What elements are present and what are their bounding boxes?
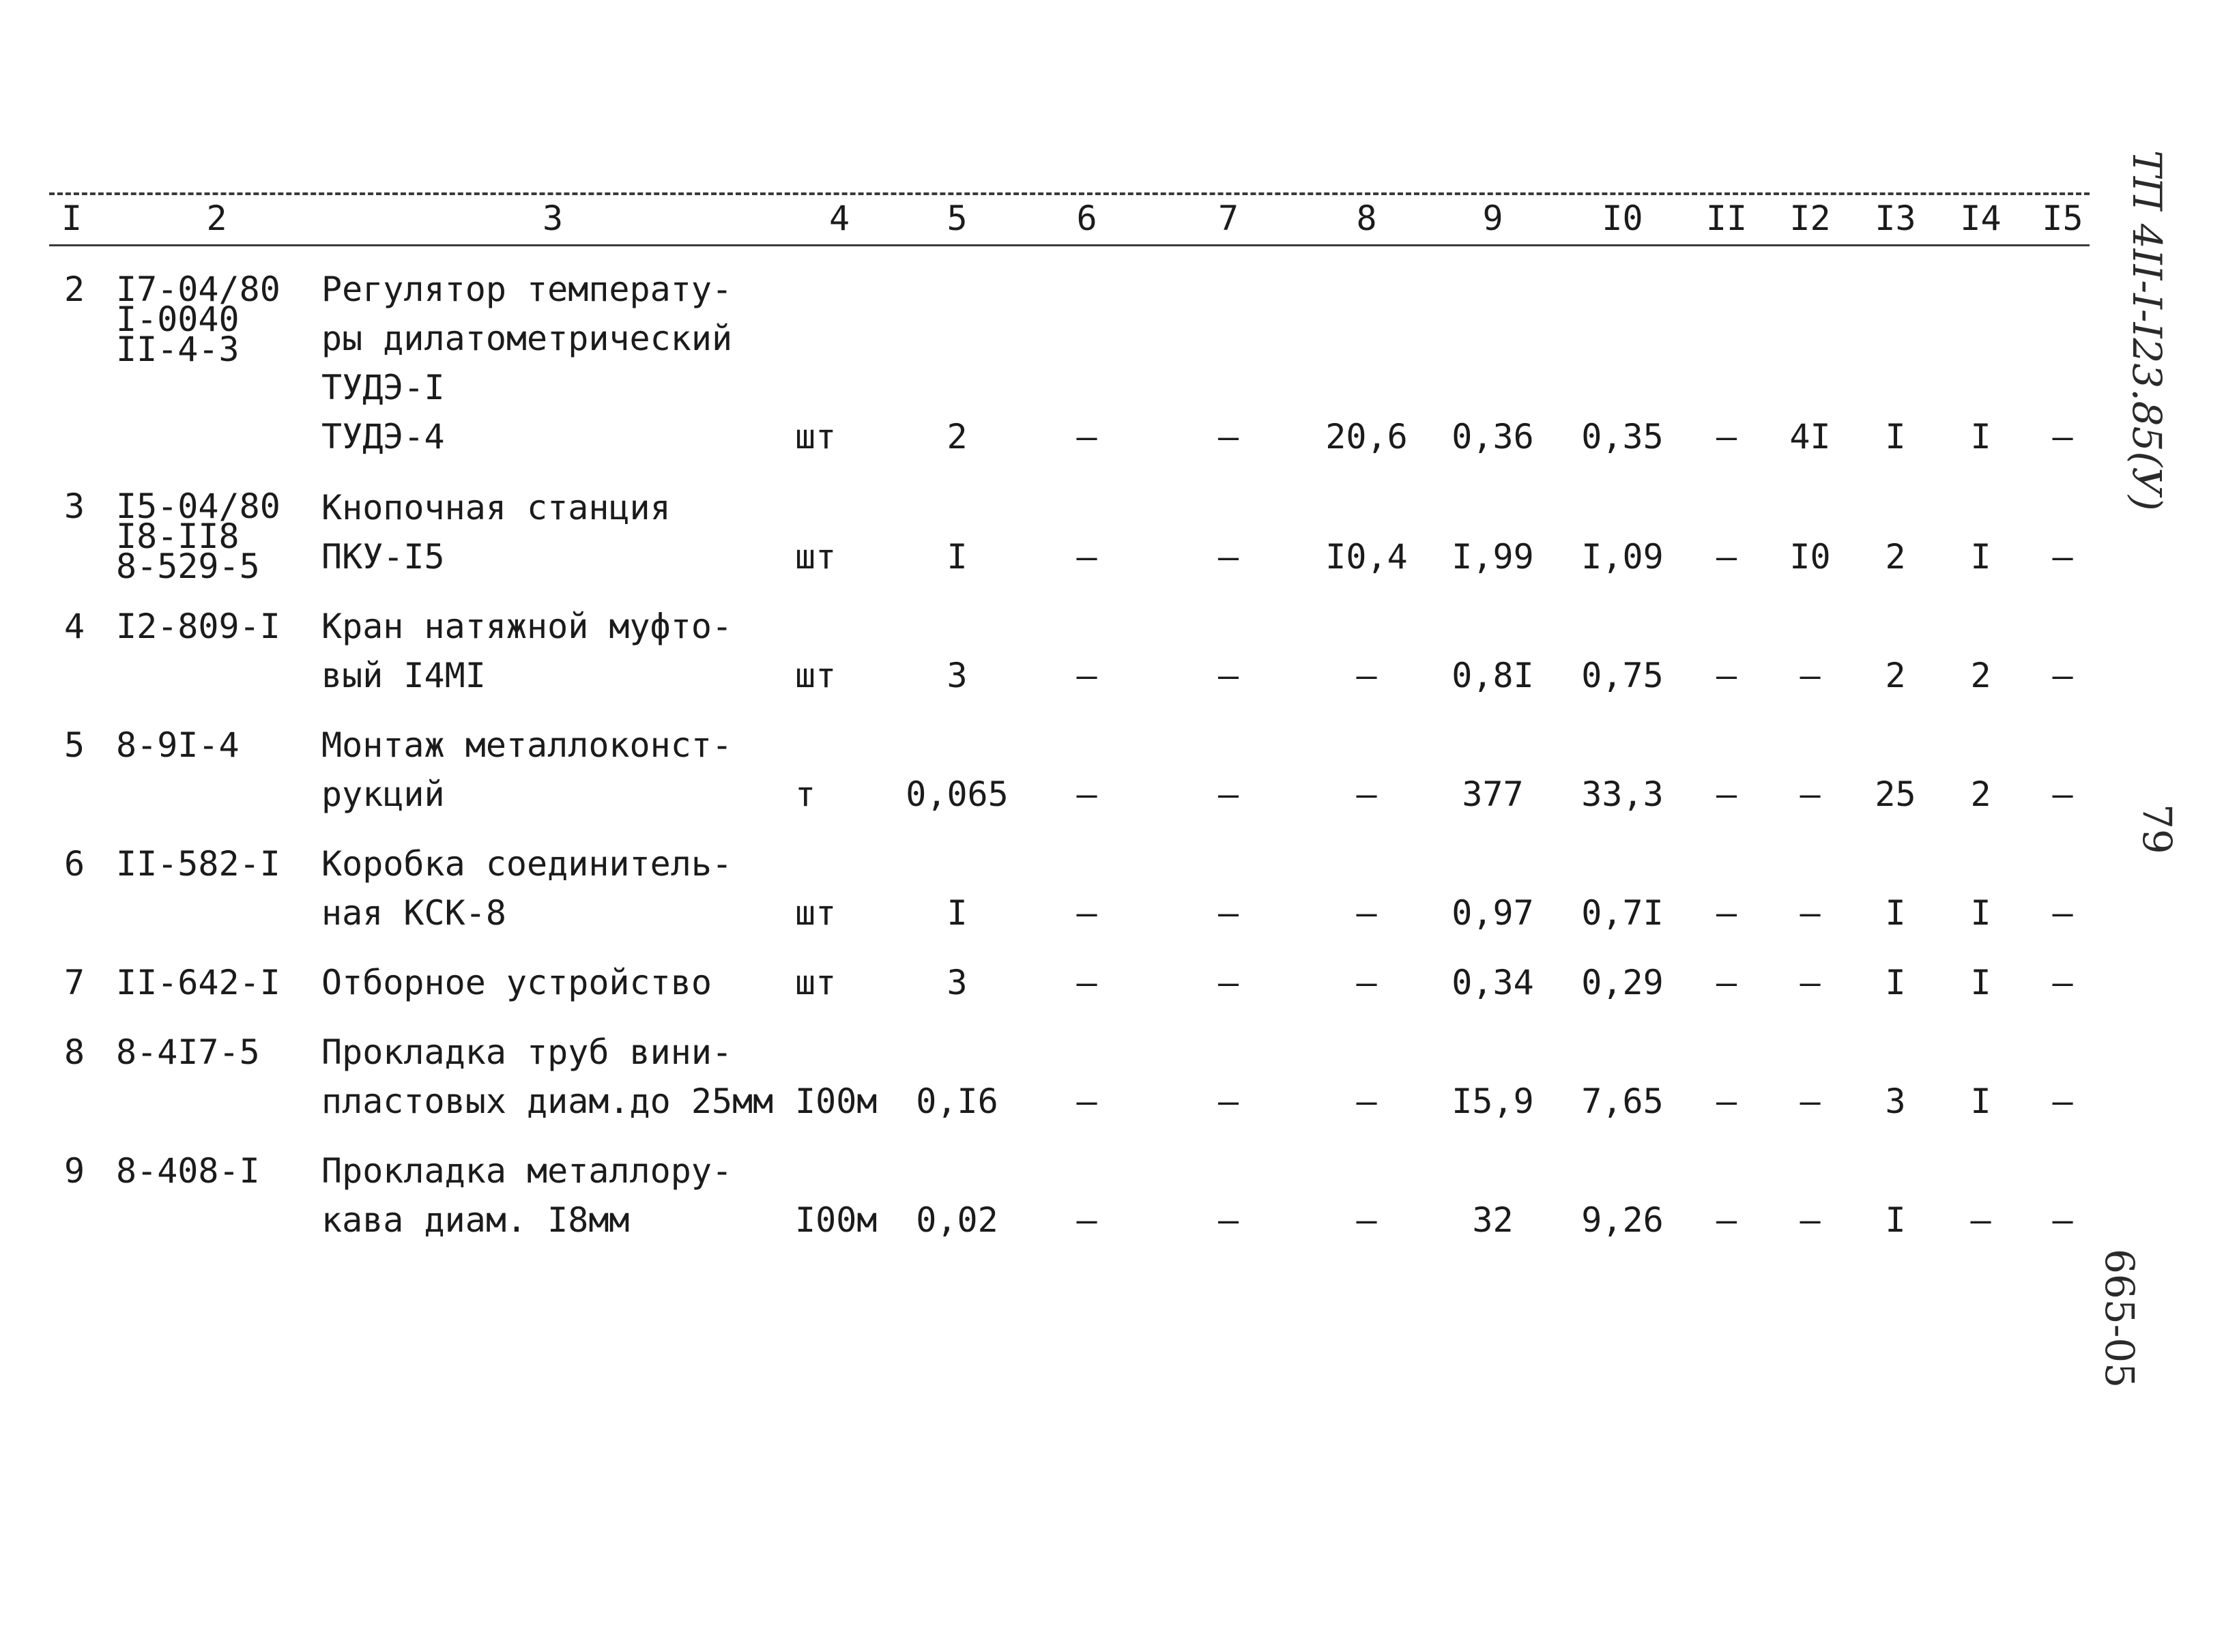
- col10-cell: 0,7I: [1581, 893, 1664, 933]
- column-header: I5: [2042, 199, 2083, 238]
- norm-code-line: 8-529-5: [116, 547, 260, 586]
- description-line: ПКУ-I5: [321, 537, 445, 577]
- spacer-cell: [41, 1007, 2102, 1028]
- col10-cell: 9,26: [1581, 1200, 1664, 1240]
- col6-cell: –: [1076, 1200, 1097, 1240]
- column-header: I4: [1960, 199, 2002, 238]
- description-line: Прокладка труб вини-: [321, 1032, 733, 1072]
- table-body: [41, 244, 2102, 1245]
- col9-cell: 32: [1472, 1200, 1514, 1240]
- col6-cell: –: [1076, 537, 1097, 577]
- row-number: 9: [64, 1151, 85, 1191]
- album-code-margin: 665-05: [2096, 1249, 2143, 1389]
- col12-cell: –: [1800, 1082, 1821, 1121]
- col13-cell: I: [1885, 963, 1906, 1002]
- col9-cell: 0,97: [1452, 893, 1534, 933]
- row-number: 5: [64, 725, 85, 765]
- spacer-cell: [41, 461, 2102, 482]
- col11-cell: –: [1716, 1200, 1737, 1240]
- column-header: 4: [828, 199, 850, 238]
- col13-cell: I: [1885, 893, 1906, 933]
- row-spacer: [41, 700, 2102, 721]
- quantity-cell: 0,02: [916, 1200, 998, 1240]
- spacer-cell: [41, 1126, 2102, 1146]
- col11-cell: –: [1716, 537, 1737, 577]
- row-spacer: [41, 938, 2102, 958]
- norm-code-cell: [116, 839, 317, 938]
- col11-cell: –: [1716, 417, 1737, 457]
- col11-cell: –: [1716, 774, 1737, 814]
- spacer-cell: [41, 700, 2102, 721]
- norm-code-line: I2-809-I: [116, 607, 280, 646]
- work-description-cell: [317, 1028, 788, 1126]
- col7-cell: –: [1217, 774, 1239, 814]
- column-header: 8: [1356, 199, 1377, 238]
- col9-cell: 0,8I: [1452, 656, 1534, 695]
- column-header: I2: [1789, 199, 1831, 238]
- work-description-cell: [317, 602, 788, 700]
- norm-code-cell: [116, 1028, 317, 1126]
- col9-cell: I5,9: [1452, 1082, 1534, 1121]
- norm-code-line: 8-9I-4: [116, 725, 240, 765]
- row-number: 6: [64, 844, 85, 884]
- col15-cell: –: [2052, 1200, 2073, 1240]
- column-header: I0: [1602, 199, 1643, 238]
- description-line: ТУДЭ-4: [321, 417, 445, 457]
- table-row: [41, 482, 2102, 581]
- work-description-cell: [317, 839, 788, 938]
- quantity-cell: I: [947, 537, 968, 577]
- row-spacer: [41, 819, 2102, 839]
- norm-code-cell: [116, 958, 317, 1007]
- description-line: Кран натяжной муфто-: [321, 607, 733, 646]
- row-number: 3: [64, 487, 85, 526]
- row-number: 4: [64, 607, 85, 646]
- unit-cell: т: [795, 774, 816, 814]
- col15-cell: –: [2052, 1082, 2073, 1121]
- col15-cell: –: [2052, 656, 2073, 695]
- col12-cell: –: [1800, 1200, 1821, 1240]
- col14-cell: I: [1970, 893, 1991, 933]
- col9-cell: I,99: [1452, 537, 1534, 577]
- spacer-cell: [41, 819, 2102, 839]
- col15-cell: –: [2052, 893, 2073, 933]
- work-description-cell: [317, 958, 788, 1007]
- column-header: 7: [1217, 199, 1239, 238]
- quantity-cell: 0,I6: [916, 1082, 998, 1121]
- unit-cell: шт: [795, 893, 837, 933]
- column-header: I: [61, 199, 83, 238]
- description-line: Коробка соединитель-: [321, 844, 733, 884]
- col8-cell: –: [1356, 1082, 1377, 1121]
- col15-cell: –: [2052, 537, 2073, 577]
- col13-cell: I: [1885, 417, 1906, 457]
- column-header: 5: [947, 199, 968, 238]
- col10-cell: 0,75: [1581, 656, 1664, 695]
- work-description-cell: [317, 265, 788, 461]
- col12-cell: 4I: [1789, 417, 1831, 457]
- work-description-cell: [317, 721, 788, 819]
- quantity-cell: I: [947, 893, 968, 933]
- col10-cell: 0,29: [1581, 963, 1664, 1002]
- quantity-cell: 2: [947, 417, 968, 457]
- col6-cell: –: [1076, 1082, 1097, 1121]
- row-number: 8: [64, 1032, 85, 1072]
- row-spacer: [41, 581, 2102, 602]
- description-line: ТУДЭ-I: [321, 368, 445, 407]
- norm-code-cell: [116, 265, 317, 461]
- col14-cell: 2: [1970, 656, 1991, 695]
- col14-cell: 2: [1970, 774, 1991, 814]
- norm-code-cell: [116, 721, 317, 819]
- column-header: 9: [1482, 199, 1503, 238]
- norm-code-line: I7-04/80: [116, 270, 280, 309]
- col10-cell: I,09: [1581, 537, 1664, 577]
- col6-cell: –: [1076, 417, 1097, 457]
- col11-cell: –: [1716, 963, 1737, 1002]
- column-header: 2: [206, 199, 227, 238]
- quantity-cell: 0,065: [906, 774, 1009, 814]
- row-spacer: [41, 244, 2102, 265]
- spacer-cell: [41, 244, 2102, 265]
- col11-cell: –: [1716, 893, 1737, 933]
- description-line: Отборное устройство: [321, 963, 712, 1002]
- col10-cell: 0,35: [1581, 417, 1664, 457]
- unit-cell: шт: [795, 656, 837, 695]
- norm-code-line: I5-04/80: [116, 487, 280, 526]
- col14-cell: I: [1970, 1082, 1991, 1121]
- norm-code-line: I8-II8: [116, 517, 240, 556]
- col12-cell: –: [1800, 963, 1821, 1002]
- col7-cell: –: [1217, 417, 1239, 457]
- col13-cell: 2: [1885, 537, 1906, 577]
- description-line: вый I4МI: [321, 656, 486, 695]
- row-spacer: [41, 1007, 2102, 1028]
- unit-cell: шт: [795, 417, 837, 457]
- col14-cell: I: [1970, 417, 1991, 457]
- col12-cell: I0: [1789, 537, 1831, 577]
- col15-cell: –: [2052, 774, 2073, 814]
- col9-cell: 0,34: [1452, 963, 1534, 1002]
- table-row: [41, 721, 2102, 819]
- description-line: рукций: [321, 774, 445, 814]
- quantity-cell: 3: [947, 963, 968, 1002]
- unit-cell: I00м: [795, 1200, 878, 1240]
- col12-cell: –: [1800, 893, 1821, 933]
- column-header: II: [1705, 199, 1748, 238]
- col14-cell: I: [1970, 537, 1991, 577]
- work-description-cell: [317, 482, 788, 581]
- page-number: 79: [2134, 804, 2180, 854]
- col7-cell: –: [1217, 656, 1239, 695]
- col11-cell: –: [1716, 656, 1737, 695]
- description-line: ная КСК-8: [321, 893, 506, 933]
- norm-code-line: II-4-3: [116, 330, 240, 369]
- col15-cell: –: [2052, 417, 2073, 457]
- col13-cell: I: [1885, 1200, 1906, 1240]
- norm-code-cell: [116, 482, 317, 586]
- column-header: 6: [1076, 199, 1097, 238]
- row-number: 2: [64, 270, 85, 309]
- row-spacer: [41, 1126, 2102, 1146]
- specification-table: [41, 192, 2102, 1245]
- description-line: ры дилатометрический: [321, 319, 733, 358]
- col13-cell: 3: [1885, 1082, 1906, 1121]
- row-spacer: [41, 461, 2102, 482]
- description-line: Кнопочная станция: [321, 488, 671, 527]
- col12-cell: –: [1800, 774, 1821, 814]
- col8-cell: –: [1356, 1200, 1377, 1240]
- norm-code-line: 8-4I7-5: [116, 1032, 260, 1072]
- description-line: Прокладка металлору-: [321, 1151, 733, 1191]
- col7-cell: –: [1217, 1082, 1239, 1121]
- unit-cell: шт: [795, 963, 837, 1002]
- col14-cell: I: [1970, 963, 1991, 1002]
- unit-cell: I00м: [795, 1082, 878, 1121]
- unit-cell: шт: [795, 537, 837, 577]
- table-row: [41, 602, 2102, 700]
- col8-cell: –: [1356, 656, 1377, 695]
- column-header: 3: [542, 199, 564, 238]
- col7-cell: –: [1217, 893, 1239, 933]
- description-line: Регулятор температу-: [321, 270, 733, 309]
- norm-code-line: I-0040: [116, 300, 240, 339]
- col10-cell: 33,3: [1581, 774, 1664, 814]
- col9-cell: 377: [1462, 774, 1524, 814]
- spacer-cell: [41, 938, 2102, 958]
- table-row: [41, 1028, 2102, 1126]
- col15-cell: –: [2052, 963, 2073, 1002]
- description-line: пластовых диам.до 25мм: [321, 1082, 774, 1121]
- col6-cell: –: [1076, 893, 1097, 933]
- description-line: Монтаж металлоконст-: [321, 725, 733, 765]
- norm-code-line: II-582-I: [116, 844, 280, 884]
- table-header: [41, 192, 2102, 244]
- column-header: I3: [1875, 199, 1916, 238]
- table-row: [41, 1146, 2102, 1245]
- document-code-margin: ТП 4II-I-I23.85(У): [2124, 150, 2170, 511]
- col8-cell: –: [1356, 893, 1377, 933]
- col12-cell: –: [1800, 656, 1821, 695]
- table-row: [41, 265, 2102, 461]
- row-number: 7: [64, 963, 85, 1002]
- quantity-cell: 3: [947, 656, 968, 695]
- norm-code-line: II-642-I: [116, 963, 280, 1002]
- col13-cell: 2: [1885, 656, 1906, 695]
- col14-cell: –: [1970, 1200, 1991, 1240]
- col8-cell: –: [1356, 963, 1377, 1002]
- col8-cell: –: [1356, 774, 1377, 814]
- norm-code-line: 8-408-I: [116, 1151, 260, 1191]
- col7-cell: –: [1217, 537, 1239, 577]
- col6-cell: –: [1076, 963, 1097, 1002]
- col7-cell: –: [1217, 963, 1239, 1002]
- col11-cell: –: [1716, 1082, 1737, 1121]
- col8-cell: 20,6: [1325, 417, 1408, 457]
- description-line: кава диам. I8мм: [321, 1200, 630, 1240]
- header-row: [41, 192, 2102, 244]
- norm-code-cell: [116, 1146, 317, 1245]
- col8-cell: I0,4: [1325, 537, 1408, 577]
- norm-code-cell: [116, 602, 317, 700]
- col6-cell: –: [1076, 656, 1097, 695]
- work-description-cell: [317, 1146, 788, 1245]
- spacer-cell: [41, 581, 2102, 602]
- col6-cell: –: [1076, 774, 1097, 814]
- table-row: [41, 958, 2102, 1007]
- col13-cell: 25: [1875, 774, 1916, 814]
- col7-cell: –: [1217, 1200, 1239, 1240]
- table-row: [41, 839, 2102, 938]
- col9-cell: 0,36: [1452, 417, 1534, 457]
- col10-cell: 7,65: [1581, 1082, 1664, 1121]
